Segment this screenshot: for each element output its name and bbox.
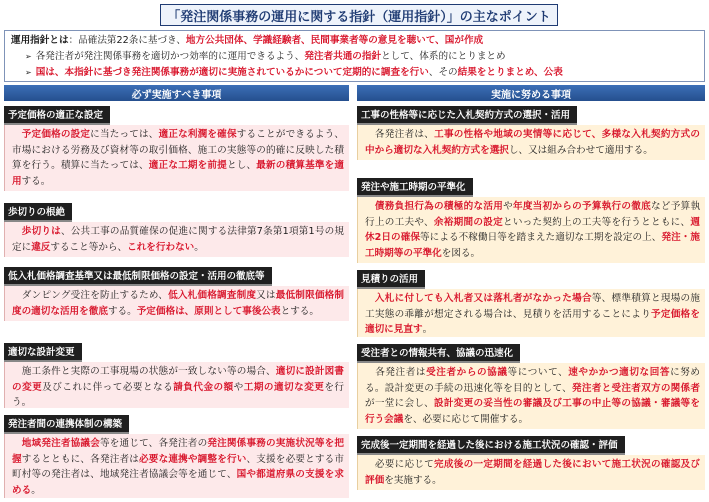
highlight-text: 工期の適切な変更 (243, 381, 325, 393)
overview-highlight: 発注者共通の指針 (304, 51, 382, 62)
section-info-sharing (357, 341, 705, 429)
body-text: 及びこれに伴って必要となる (42, 381, 174, 393)
body-text: する。 (107, 305, 137, 317)
overview-line-3 (11, 65, 698, 81)
body-text: 等を通じて、各発注者の (100, 438, 208, 449)
highlight-text: 完成後の一定期間を経過した後において施工状況の確認及び評価 (365, 459, 701, 486)
highlight-text: 週休2日の確保 (365, 216, 701, 244)
highlight-text: 予定価格を適切に見直す (365, 308, 701, 336)
highlight-text: 年度当初からの予算執行の徹底 (512, 201, 652, 212)
section-body (357, 455, 705, 490)
section-title: 低入札価格調査基準又は最低制限価格の設定・活用の徹底等 (4, 267, 272, 286)
body-text: 。 (194, 241, 204, 253)
body-text: など予算執行上の工夫や、 (365, 201, 701, 228)
column-header-recommended: 実施に努める事項 (357, 85, 705, 101)
body-text: するとともに、各発注者は (21, 453, 140, 465)
body-text: を図る。 (441, 247, 481, 259)
page-title: 「発注関係事務の運用に関する指針（運用指針）」の主なポイント (160, 4, 558, 26)
highlight-text: 発注・施工時期等の平準化 (365, 232, 700, 259)
overview-text: 、その (428, 67, 458, 78)
body-text: 、支援を必要とする市町村等の発注者は、地域発注者協議会等を通じて、 (12, 453, 345, 481)
section-title: 発注や施工時期の平準化 (357, 178, 473, 197)
overview-highlight: 国は、本指針に基づき発注関係事務が適切に実施されているかについて定期的に調査を行い (35, 67, 429, 78)
section-body (357, 289, 705, 337)
highlight-text: 予定価格の設定 (21, 129, 91, 140)
body-text: や (233, 381, 244, 393)
highlight-text: 速やかかつ適切な回答 (568, 367, 671, 378)
highlight-text: 請負代金の額 (173, 381, 234, 393)
highlight-text: 歩切りは (21, 226, 61, 237)
section-title: 完成後一定期間を経過した後における施工状況の確認・評価 (357, 436, 625, 455)
overview-label: 運用指針とは (11, 35, 69, 46)
overview-text: として、体系的にとりまとめ (381, 51, 506, 62)
section-eliminate-bugiri (4, 200, 349, 260)
body-text: を実施する。 (384, 474, 442, 486)
section-low-bid-standard (4, 264, 349, 336)
overview-line-2 (11, 49, 698, 65)
section-leveling (357, 175, 705, 263)
overview-text: 各発注者が発注関係事務を適切かつ効率的に運用できるよう、 (35, 51, 305, 62)
highlight-text: 最低制限価格制度の適切な活用を徹底 (12, 290, 345, 317)
body-text: や (503, 201, 513, 212)
section-title: 工事の性格等に応じた入札契約方式の選択・活用 (357, 106, 577, 125)
section-body (4, 362, 349, 408)
body-text: を、必要に応じて開催する。 (403, 413, 529, 425)
body-text: が一堂に会し、 (365, 398, 435, 410)
overview-line-1 (11, 33, 698, 49)
section-title: 受注者との情報共有、協議の迅速化 (357, 344, 520, 363)
highlight-text: 債務負担行為の積極的な活用 (374, 201, 504, 212)
section-post-completion-check (357, 433, 705, 498)
section-body (357, 363, 705, 429)
highlight-text: 低入札価格調査制度 (168, 290, 257, 301)
highlight-text: 工事の性格や地域の実情等に応じて、多様な入札契約方式の中から適切な入札契約方式を選択 (365, 129, 701, 156)
section-title: 見積りの活用 (357, 270, 425, 289)
body-text: に努める。設計変更の手続の迅速化等を目的として、 (365, 367, 701, 394)
highlight-text: これを行わない (127, 241, 195, 253)
body-text: 又は (256, 290, 276, 301)
highlight-text: 予定価格は、原則として事後公表 (136, 305, 281, 317)
highlight-text: 必要な連携や調整を行い (139, 453, 247, 465)
body-text: といった契約上の工夫等を行うとともに、 (502, 216, 691, 228)
section-body (4, 434, 349, 498)
highlight-text: 最新の積算基準を適用 (12, 160, 345, 187)
body-text: 必要に応じて (374, 459, 435, 470)
body-text: 。 (422, 324, 433, 336)
body-text: 等、標準積算と現場の施工実態の乖離が想定される場合は、見積りを活用することにより (365, 293, 701, 320)
highlight-text: 発注者と受注者双方の関係者 (572, 382, 701, 394)
section-body (4, 125, 349, 191)
body-text: ダンピング受注を防止するため、 (21, 290, 169, 301)
section-body (357, 125, 705, 160)
body-text: 各発注者は (375, 367, 427, 378)
overview-highlight: 地方公共団体、学識経験者、民間事業者等の意見を聴いて、国が作成 (185, 35, 484, 46)
body-text: とする。 (280, 305, 319, 317)
highlight-text: 適正な利潤を確保 (158, 129, 237, 140)
section-title: 予定価格の適正な設定 (4, 106, 110, 125)
body-text: を行う。 (12, 381, 345, 408)
highlight-text: 地域発注者協議会 (21, 438, 100, 449)
section-estimates (357, 267, 705, 337)
body-text: とし、 (226, 160, 257, 172)
body-text: 等による不稼働日等を踏まえた適切な工期を設定の上、 (420, 232, 662, 244)
section-contract-method (357, 103, 705, 171)
section-body (4, 286, 349, 321)
column-header-required: 必ず実施すべき事項 (4, 85, 349, 101)
section-body (357, 197, 705, 263)
highlight-text: 入札に付しても入札者又は落札者がなかった場合 (374, 293, 592, 304)
highlight-text: 国や都道府県の支援を求める (12, 469, 345, 496)
section-body (4, 222, 349, 257)
overview-text: ：品確法第22条に基づき、 (68, 35, 186, 46)
arrow-bullet-icon: ➢ (25, 68, 32, 77)
body-text: することができるよう、市場における労務及び資材等の取引価格、施工の実態等の的確に反映した積算を行う。積算に当たっては、 (12, 129, 345, 172)
arrow-bullet-icon: ➢ (25, 52, 32, 61)
highlight-text: 受注者からの協議 (426, 367, 508, 378)
body-text: 。 (31, 484, 41, 496)
highlight-text: 違反 (31, 241, 51, 253)
highlight-text: 余裕期間の設定 (433, 216, 503, 228)
body-text: する。 (21, 175, 51, 187)
highlight-text: 適切に設計図書の変更 (12, 366, 345, 393)
body-text: に当たっては、 (90, 129, 159, 140)
section-design-change (4, 340, 349, 408)
overview-box (4, 30, 705, 82)
body-text: 等について、 (507, 367, 569, 378)
overview-highlight: 結果をとりまとめ、公表 (457, 67, 563, 78)
body-text: し、又は組み合わせて適用する。 (508, 144, 653, 156)
section-title: 適切な設計変更 (4, 343, 82, 362)
body-text: 施工条件と実際の工事現場の状態が一致しない等の場合、 (21, 366, 276, 377)
section-title: 発注者間の連携体制の構築 (4, 415, 129, 434)
body-text: 各発注者は、 (374, 129, 435, 140)
section-orderer-cooperation (4, 412, 349, 498)
body-text: 、公共工事の品質確保の促進に関する法律第7条第1項第1号の規定に (12, 226, 345, 253)
highlight-text: 発注関係事務の実施状況等を把握 (12, 438, 345, 465)
section-title: 歩切りの根絶 (4, 203, 72, 222)
highlight-text: 設計変更の妥当性の審議及び工事の中止等の協議・審議等を行う会議 (365, 398, 701, 425)
highlight-text: 適正な工期を前提 (148, 160, 227, 172)
section-appropriate-price (4, 103, 349, 196)
body-text: すること等から、 (50, 241, 128, 253)
